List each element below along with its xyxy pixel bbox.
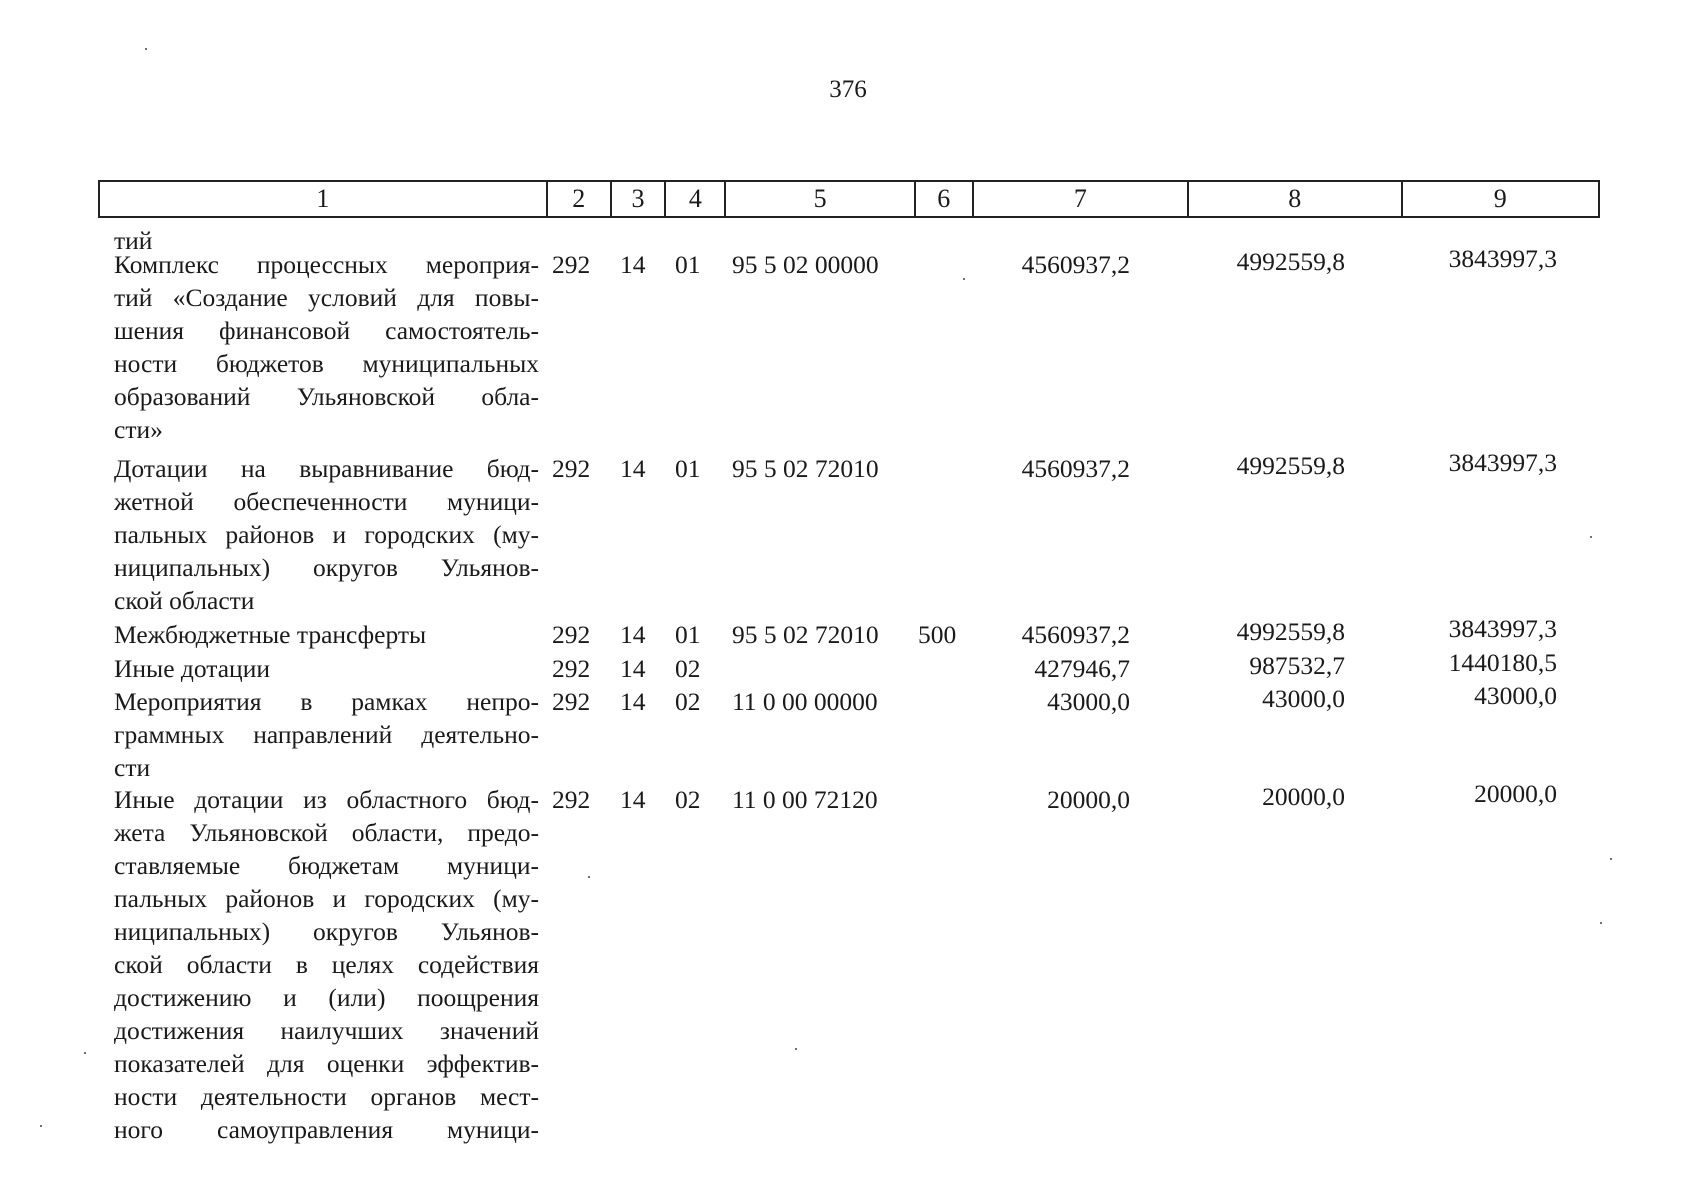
continuation-text: тий [114, 226, 153, 255]
row-name-line: достижения наилучших значений [114, 1016, 539, 1045]
row-name-line: ниципальных) округов Ульянов- [114, 917, 539, 946]
scan-speck [145, 48, 147, 50]
row-cell-c6: 500 [918, 620, 957, 649]
column-header-4: 4 [666, 182, 726, 216]
row-cell-c7: 427946,7 [1034, 654, 1130, 683]
scan-speck [795, 1048, 797, 1050]
column-header-1: 1 [100, 182, 548, 216]
row-name [114, 618, 539, 651]
row-name-line: граммных направлений деятельно- [114, 720, 539, 749]
row-cell-c3: 14 [620, 620, 646, 649]
row-cell-c2: 292 [552, 250, 591, 279]
row-cell-c4: 01 [675, 454, 701, 483]
column-header-3: 3 [612, 182, 667, 216]
row-name-line: образований Ульяновской обла- [114, 382, 539, 411]
row-cell-c4: 01 [675, 620, 701, 649]
column-header-6: 6 [916, 182, 974, 216]
row-cell-c9: 20000,0 [1474, 779, 1557, 808]
row-name-line: тий «Создание условий для повы- [114, 283, 539, 312]
column-header-table [98, 180, 1600, 218]
row-name-line: ской области [114, 586, 255, 615]
row-cell-c8: 20000,0 [1262, 782, 1345, 811]
row-cell-c9: 1440180,5 [1448, 648, 1557, 677]
row-cell-c9: 3843997,3 [1448, 614, 1557, 643]
row-name-line: достижению и (или) поощрения [114, 983, 539, 1012]
row-cell-c5: 95 5 02 72010 [732, 454, 879, 483]
row-name-line: показателей для оценки эффектив- [114, 1049, 539, 1078]
row-cell-c7: 4560937,2 [1021, 620, 1130, 649]
row-name-line: сти [114, 753, 151, 782]
row-cell-c3: 14 [620, 454, 646, 483]
scan-speck [588, 876, 590, 878]
row-name-line: шения финансовой самостоятель- [114, 316, 539, 345]
row-cell-c7: 43000,0 [1047, 687, 1130, 716]
row-name-line: Мероприятия в рамках непро- [114, 687, 539, 716]
row-name-line: ниципальных) округов Ульянов- [114, 553, 539, 582]
row-name [114, 652, 539, 685]
row-cell-c8: 43000,0 [1262, 684, 1345, 713]
scan-speck [1610, 858, 1612, 860]
row-cell-c2: 292 [552, 620, 591, 649]
row-name-line: Иные дотации [114, 654, 270, 683]
scan-speck [40, 1125, 42, 1127]
row-cell-c4: 01 [675, 250, 701, 279]
row-cell-c5: 95 5 02 72010 [732, 620, 879, 649]
row-name [114, 685, 539, 784]
row-cell-c4: 02 [675, 654, 701, 683]
row-cell-c8: 4992559,8 [1236, 247, 1345, 276]
row-cell-c3: 14 [620, 687, 646, 716]
scan-speck [963, 278, 965, 280]
row-cell-c4: 02 [675, 785, 701, 814]
row-name-line: ности деятельности органов мест- [114, 1082, 539, 1111]
scan-speck [84, 1052, 86, 1054]
column-header-7: 7 [974, 182, 1189, 216]
row-name [114, 783, 539, 1146]
row-cell-c8: 4992559,8 [1236, 617, 1345, 646]
row-name-line: Межбюджетные трансферты [114, 620, 427, 649]
row-name-line: ской области в целях содействия [114, 950, 539, 979]
row-cell-c3: 14 [620, 654, 646, 683]
row-cell-c3: 14 [620, 250, 646, 279]
row-cell-c8: 987532,7 [1249, 651, 1345, 680]
row-cell-c7: 4560937,2 [1021, 250, 1130, 279]
row-name-line: пальных районов и городских (му- [114, 884, 539, 913]
row-name-line: ного самоуправления муници- [114, 1115, 539, 1144]
row-name-line: жета Ульяновской области, предо- [114, 818, 539, 847]
row-name-line: сти» [114, 415, 163, 444]
row-cell-c2: 292 [552, 454, 591, 483]
row-cell-c9: 43000,0 [1474, 681, 1557, 710]
column-header-5: 5 [726, 182, 916, 216]
scan-speck [1600, 922, 1602, 924]
row-name-line: Иные дотации из областного бюд- [114, 785, 539, 814]
row-cell-c3: 14 [620, 785, 646, 814]
row-cell-c8: 4992559,8 [1236, 451, 1345, 480]
row-cell-c9: 3843997,3 [1448, 244, 1557, 273]
row-name-line: ставляемые бюджетам муници- [114, 851, 539, 880]
row-name-line: пальных районов и городских (му- [114, 520, 539, 549]
page-number: 376 [829, 76, 867, 103]
row-cell-c5: 95 5 02 00000 [732, 250, 879, 279]
row-name-line: Комплекс процессных мероприя- [114, 250, 539, 279]
row-name [114, 452, 539, 617]
row-name-line: ности бюджетов муниципальных [114, 349, 539, 378]
row-cell-c2: 292 [552, 654, 591, 683]
row-cell-c5: 11 0 00 00000 [732, 687, 878, 716]
row-cell-c2: 292 [552, 687, 591, 716]
row-cell-c7: 20000,0 [1047, 785, 1130, 814]
column-header-9: 9 [1493, 184, 1507, 213]
column-header-2: 2 [548, 182, 612, 216]
row-cell-c4: 02 [675, 687, 701, 716]
column-header-8: 8 [1189, 182, 1402, 216]
row-cell-c7: 4560937,2 [1021, 454, 1130, 483]
row-cell-c5: 11 0 00 72120 [732, 785, 878, 814]
row-cell-c2: 292 [552, 785, 591, 814]
row-name [114, 248, 539, 446]
scan-speck [1590, 536, 1592, 538]
row-cell-c9: 3843997,3 [1448, 448, 1557, 477]
row-name-line: жетной обеспеченности муници- [114, 487, 539, 516]
row-name-line: Дотации на выравнивание бюд- [114, 454, 539, 483]
